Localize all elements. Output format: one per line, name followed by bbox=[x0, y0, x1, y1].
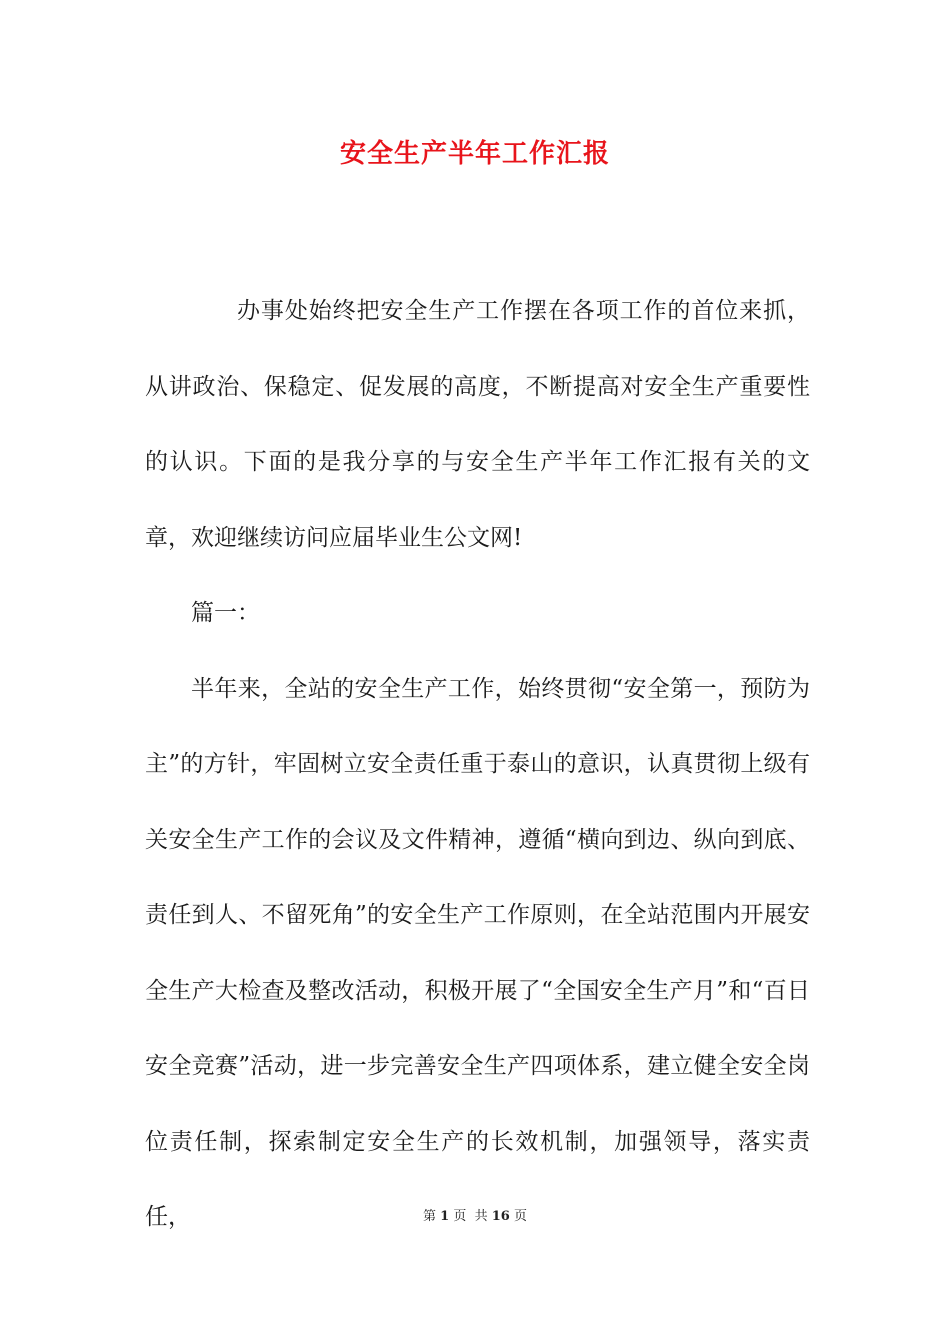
footer-middle: 页 共 bbox=[453, 1209, 488, 1224]
footer-page-number: 1 bbox=[440, 1209, 450, 1224]
section-heading: 篇一： bbox=[191, 600, 260, 626]
page-footer bbox=[0, 1207, 950, 1227]
footer-total-pages: 16 bbox=[491, 1209, 510, 1224]
body-paragraph: 半年来，全站的安全生产工作，始终贯彻“安全第一，预防为主”的方针，牢固树立安全责任重于泰山的意识，认真贯彻上级有关安全生产工作的会议及文件精神，遵循“横向到边、纵向到底、责任到人、不留死角”的安全生产工作原则，在全站范围内开展安全生产大检查及整改活动，积极开展了“全国安全生产月”和“百日安全竞赛”活动，进一步完善安全生产四项体系，建立健全安全岗位责任制，探索制定安全生产的长效机制，加强领导，落实责任， bbox=[145, 675, 810, 1230]
footer-prefix: 第 bbox=[423, 1209, 437, 1224]
document-body bbox=[145, 274, 810, 1256]
intro-paragraph: 办事处始终把安全生产工作摆在各项工作的首位来抓，从讲政治、保稳定、促发展的高度，不断提高对安全生产重要性的认识。下面的是我分享的与安全生产半年工作汇报有关的文章，欢迎继续访问应届毕业生公文网! bbox=[145, 298, 810, 551]
document-title: 安全生产半年工作汇报 bbox=[339, 139, 610, 169]
footer-suffix: 页 bbox=[513, 1209, 527, 1224]
